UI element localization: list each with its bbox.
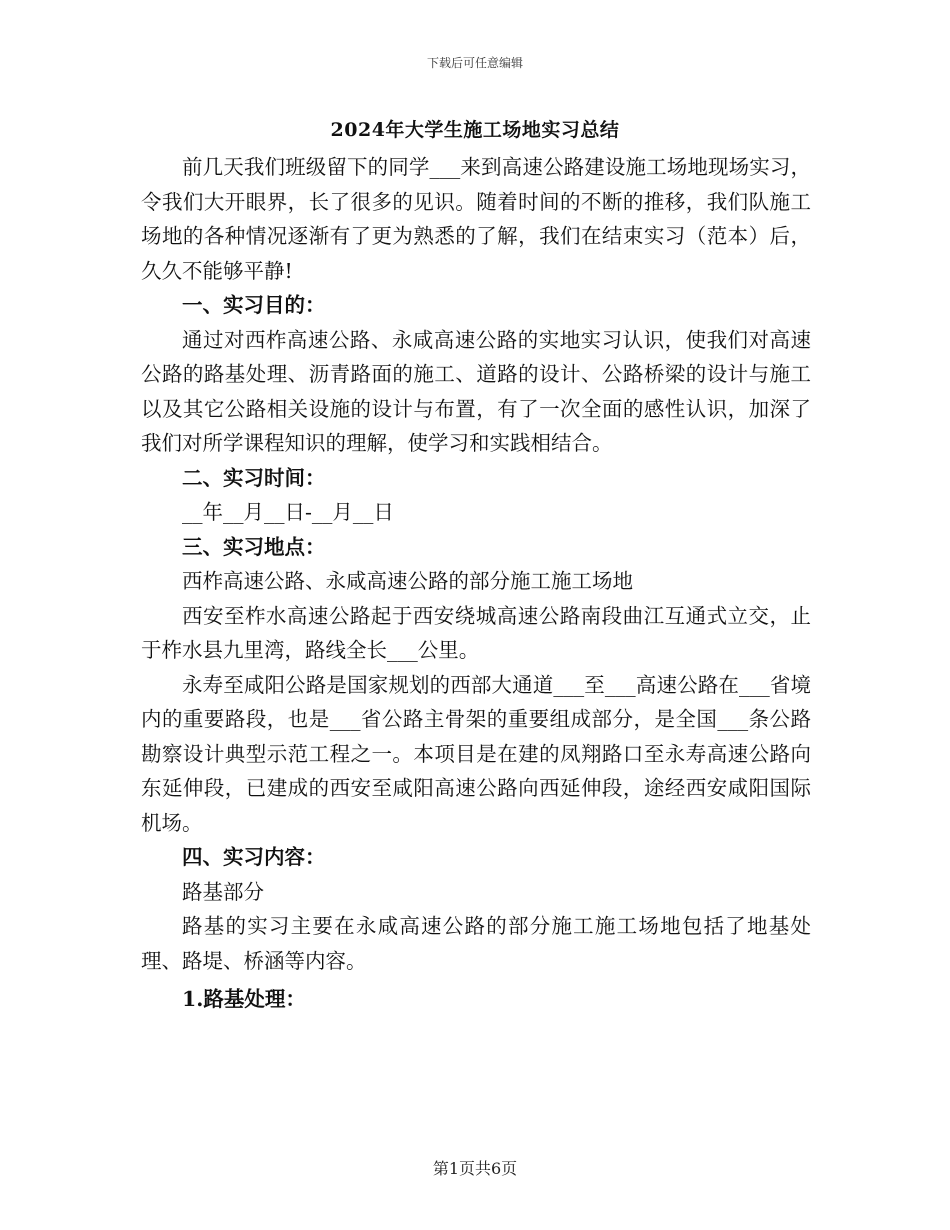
- heading-location: 三、实习地点：: [182, 534, 326, 559]
- document-body: [141, 150, 811, 1017]
- paragraph-location-c: 永寿至咸阳公路是国家规划的西部大通道___至___高速公路在___省境内的重要路段，也是___省公路主骨架的重要组成部分，是全国___条公路勘察设计典型示范工程之一。本项目是在建的凤翔路口至永寿高速公路向东延伸段，已建成的西安至咸阳高速公路向西延伸段，途经西安咸阳国际机场。: [141, 672, 811, 835]
- header-note: 下载后可任意编辑: [426, 56, 523, 70]
- heading-purpose: 一、实习目的：: [182, 293, 326, 317]
- page-footer: 第1页共6页: [432, 1159, 518, 1178]
- heading-content: 四、实习内容：: [182, 845, 326, 869]
- paragraph-location-b: 西安至柞水高速公路起于西安绕城高速公路南段曲江互通式立交，止于柞水县九里湾，路线全长___公里。: [141, 603, 811, 662]
- document-title: 2024年大学生施工场地实习总结: [330, 119, 620, 141]
- paragraph-content-a: 路基部分: [182, 879, 264, 904]
- paragraph-purpose: 通过对西柞高速公路、永咸高速公路的实地实习认识，使我们对高速公路的路基处理、沥青路面的施工、道路的设计、公路桥梁的设计与施工以及其它公路相关设施的设计与布置，有了一次全面的感性认识，加深了我们对所学课程知识的理解，使学习和实践相结合。: [141, 327, 811, 455]
- paragraph-intro: 前几天我们班级留下的同学___来到高速公路建设施工场地现场实习，令我们大开眼界，长了很多的见识。随着时间的不断的推移，我们队施工场地的各种情况逐渐有了更为熟悉的了解，我们在结束实习（范本）后，久久不能够平静!: [141, 155, 811, 283]
- heading-time: 二、实习时间：: [182, 465, 326, 490]
- paragraph-time: __年__月__日-__月__日: [182, 500, 394, 524]
- paragraph-location-a: 西柞高速公路、永咸高速公路的部分施工施工场地: [182, 569, 633, 593]
- paragraph-content-b: 路基的实习主要在永咸高速公路的部分施工施工场地包括了地基处理、路堤、桥涵等内容。: [141, 914, 811, 973]
- heading-subgrade-treatment: 1.路基处理：: [182, 987, 306, 1011]
